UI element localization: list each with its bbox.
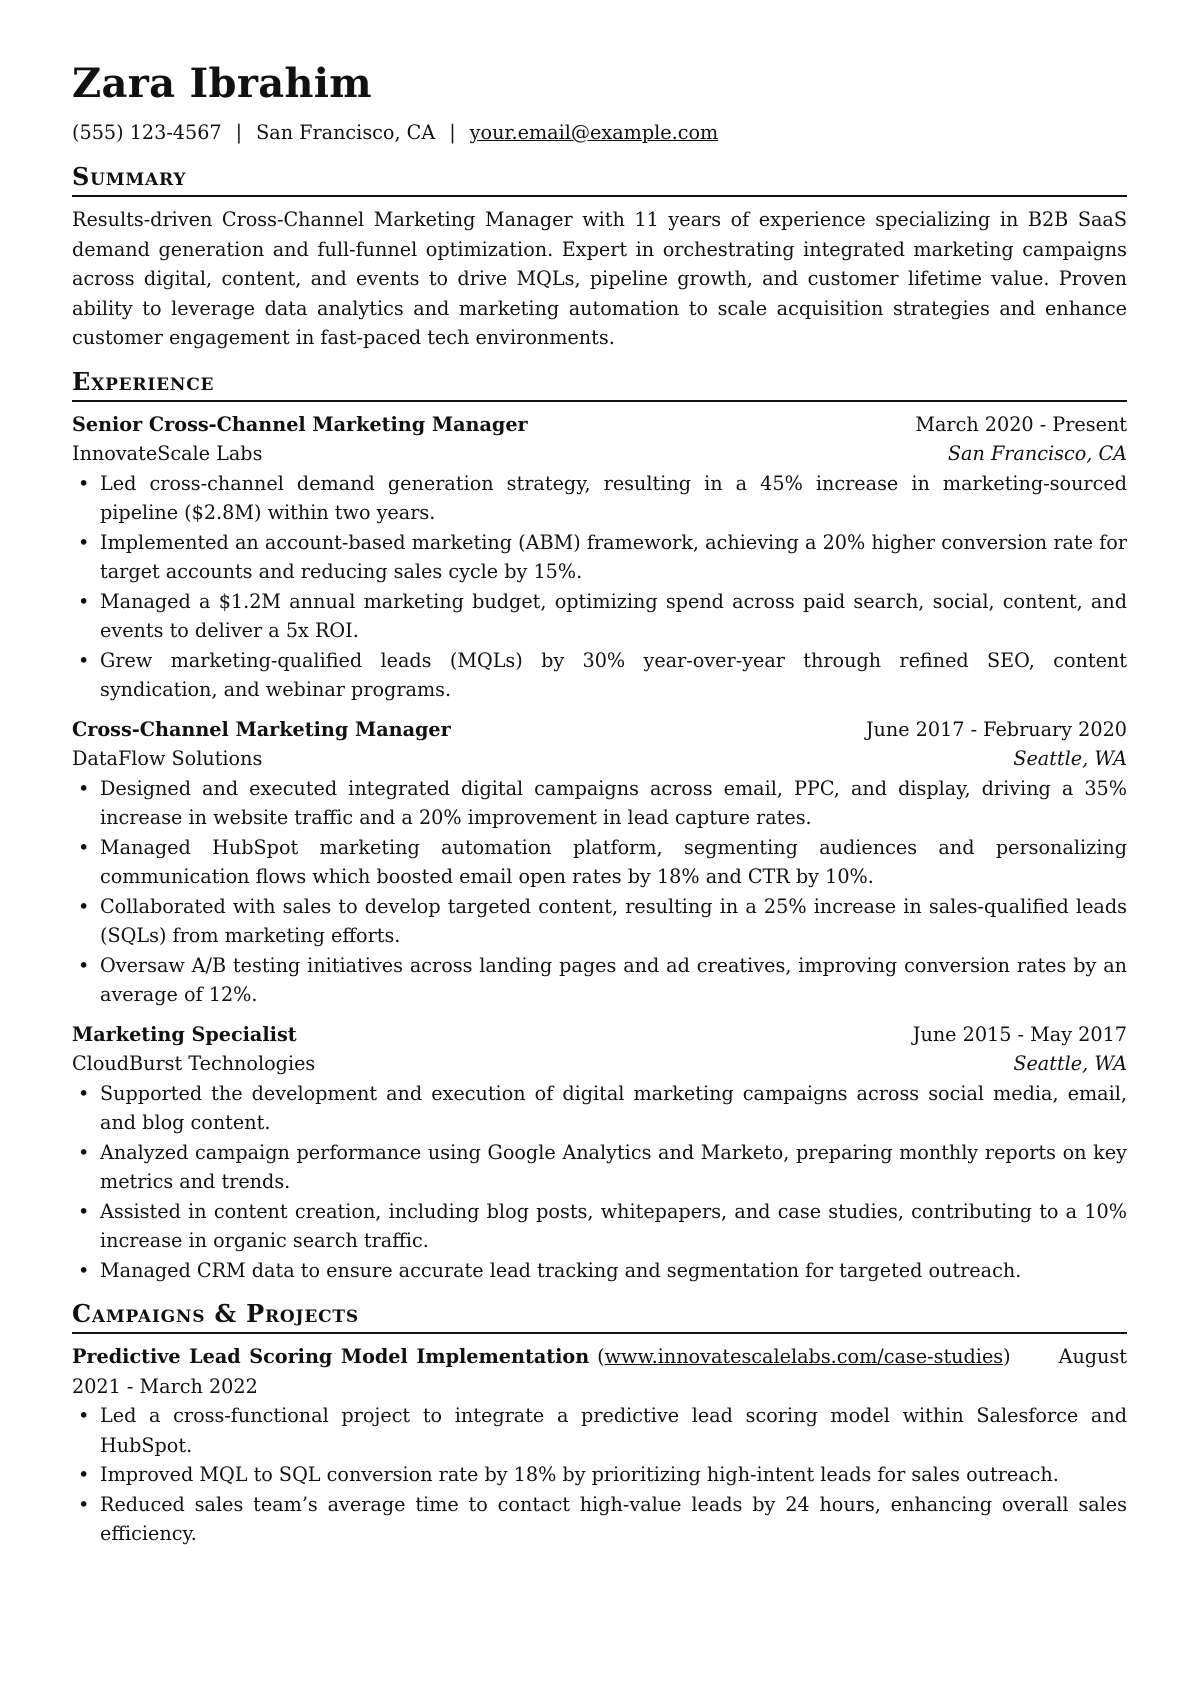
contact-separator: |: [235, 121, 243, 144]
bullet-list: [72, 469, 1127, 705]
phone-number: (555) 123-4567: [72, 121, 222, 144]
job-dates: June 2017 - February 2020: [865, 717, 1127, 741]
bullet-item: • Managed HubSpot marketing automation platform, segmenting audiences and personalizing communication flows which boosted email open rates by 18% and CTR by 10%.: [100, 833, 1127, 892]
job-location: San Francisco, CA: [947, 442, 1127, 465]
bullet-item: • Assisted in content creation, including blog posts, whitepapers, and case studies, contributing to a 10% increase in organic search traffic.: [100, 1197, 1127, 1256]
summary-text: Results-driven Cross-Channel Marketing Manager with 11 years of experience specializing in B2B SaaS demand generation and full-funnel optimization. Expert in orchestrating integrated marketing campaigns across digital, content, and events to drive MQLs, pipeline growth, and customer lifetime value. Proven ability to leverage data analytics and marketing automation to scale acquisition strategies and enhance customer engagement in fast-paced tech environments.: [72, 208, 1127, 349]
email-link[interactable]: your.email@example.com: [469, 121, 719, 144]
job-dates: June 2015 - May 2017: [912, 1022, 1127, 1046]
bullet-list: [72, 1079, 1127, 1286]
bullet-item: • Managed CRM data to ensure accurate lead tracking and segmentation for targeted outreach.: [100, 1256, 1127, 1286]
location: San Francisco, CA: [256, 121, 436, 144]
bullet-item: • Oversaw A/B testing initiatives across landing pages and ad creatives, improving conversion rates by an average of 12%.: [100, 951, 1127, 1010]
experience-entry: [72, 715, 1127, 1010]
contact-separator: |: [449, 121, 456, 144]
job-title: Senior Cross-Channel Marketing Manager: [72, 412, 528, 436]
bullet-item: • Grew marketing-qualified leads (MQLs) by 30% year-over-year through refined SEO, content syndication, and webinar programs.: [100, 646, 1127, 705]
experience-entry: [72, 410, 1127, 705]
job-location: Seattle, WA: [1013, 1052, 1127, 1075]
job-dates: March 2020 - Present: [915, 412, 1127, 436]
bullet-item: • Led a cross-functional project to integrate a predictive lead scoring model within Salesforce and HubSpot.: [100, 1401, 1127, 1460]
section-title-summary: Summary: [72, 162, 1127, 197]
contact-line: [72, 118, 1127, 148]
company-name: InnovateScale Labs: [72, 442, 263, 465]
bullet-item: • Designed and executed integrated digital campaigns across email, PPC, and display, driving a 35% increase in website traffic and a 20% improvement in lead capture rates.: [100, 774, 1127, 833]
bullet-item: • Collaborated with sales to develop targeted content, resulting in a 25% increase in sales-qualified leads (SQLs) from marketing efforts.: [100, 892, 1127, 951]
bullet-item: • Managed a $1.2M annual marketing budget, optimizing spend across paid search, social, content, and events to deliver a 5x ROI.: [100, 587, 1127, 646]
resume-page: [72, 52, 1127, 1559]
project-dates: August 2021 - March 2022: [72, 1345, 1128, 1398]
project-link[interactable]: www.innovatescalelabs.com/case-studies: [604, 1345, 1004, 1368]
bullet-item: • Supported the development and execution of digital marketing campaigns across social media, email, and blog content.: [100, 1079, 1127, 1138]
project-header: Predictive Lead Scoring Model Implementation (www.innovatescalelabs.com/case-studies) August 2021 - March 2022: [72, 1345, 1128, 1398]
job-title: Cross-Channel Marketing Manager: [72, 717, 451, 741]
job-title: Marketing Specialist: [72, 1022, 297, 1046]
section-title-projects: Campaigns & Projects: [72, 1299, 1127, 1334]
project-entry: [72, 1342, 1127, 1549]
bullet-item: • Reduced sales team’s average time to contact high-value leads by 24 hours, enhancing overall sales efficiency.: [100, 1490, 1127, 1549]
bullet-list: [72, 774, 1127, 1010]
bullet-item: • Led cross-channel demand generation strategy, resulting in a 45% increase in marketing-sourced pipeline ($2.8M) within two years.: [100, 469, 1127, 528]
company-name: DataFlow Solutions: [72, 747, 263, 770]
project-title: Predictive Lead Scoring Model Implementation: [72, 1345, 590, 1368]
bullet-item: • Analyzed campaign performance using Google Analytics and Marketo, preparing monthly reports on key metrics and trends.: [100, 1138, 1127, 1197]
experience-entry: [72, 1020, 1127, 1286]
bullet-list: [72, 1401, 1127, 1549]
bullet-item: • Improved MQL to SQL conversion rate by 18% by prioritizing high-intent leads for sales outreach.: [100, 1460, 1127, 1490]
candidate-name: Zara Ibrahim: [72, 60, 372, 107]
section-title-experience: Experience: [72, 367, 1127, 402]
bullet-item: • Implemented an account-based marketing (ABM) framework, achieving a 20% higher conversion rate for target accounts and reducing sales cycle by 15%.: [100, 528, 1127, 587]
company-name: CloudBurst Technologies: [72, 1052, 316, 1075]
job-location: Seattle, WA: [1013, 747, 1127, 770]
